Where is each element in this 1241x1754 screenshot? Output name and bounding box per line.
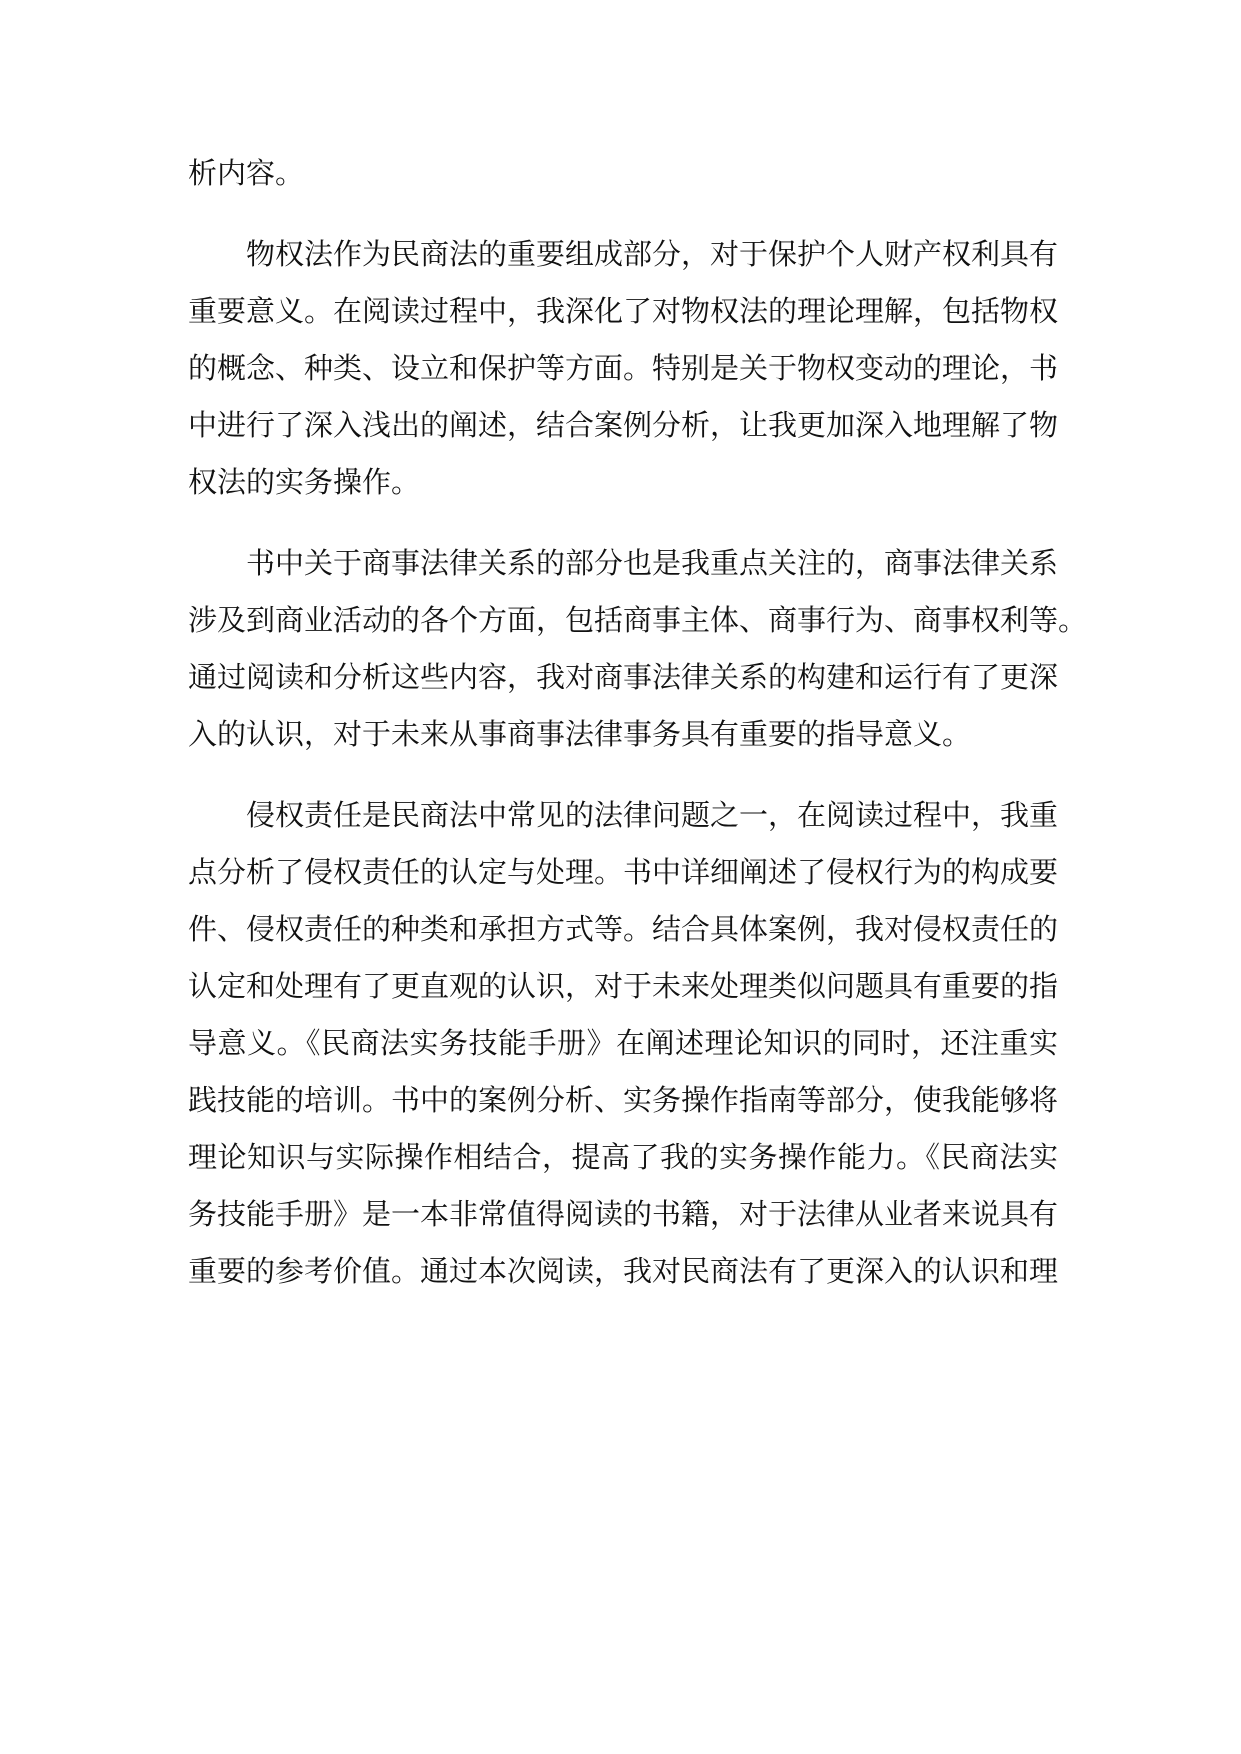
text-line: 入的认识，对于未来从事商事法律事务具有重要的指导意义。: [188, 717, 972, 751]
text-line: 件、侵权责任的种类和承担方式等。结合具体案例，我对侵权责任的: [188, 912, 1059, 946]
text-line: 侵权责任是民商法中常见的法律问题之一，在阅读过程中，我重: [246, 798, 1059, 832]
text-line: 导意义。《民商法实务技能手册》在阐述理论知识的同时，还注重实: [188, 1026, 1058, 1060]
text-line: 重要意义。在阅读过程中，我深化了对物权法的理论理解，包括物权: [188, 294, 1059, 328]
text-line: 务技能手册》是一本非常值得阅读的书籍，对于法律从业者来说具有: [188, 1197, 1059, 1231]
text-line: 的概念、种类、设立和保护等方面。特别是关于物权变动的理论，书: [188, 351, 1059, 385]
text-line: 权法的实务操作。: [188, 465, 421, 499]
text-line: 析内容。: [188, 156, 305, 190]
text-line: 认定和处理有了更直观的认识，对于未来处理类似问题具有重要的指: [188, 969, 1059, 1003]
text-line: 践技能的培训。书中的案例分析、实务操作指南等部分，使我能够将: [188, 1083, 1059, 1117]
text-line: 书中关于商事法律关系的部分也是我重点关注的，商事法律关系: [246, 546, 1059, 580]
text-line: 中进行了深入浅出的阐述，结合案例分析，让我更加深入地理解了物: [188, 408, 1059, 442]
text-line: 通过阅读和分析这些内容，我对商事法律关系的构建和运行有了更深: [188, 660, 1059, 694]
text-line: 理论知识与实际操作相结合，提高了我的实务操作能力。《民商法实: [188, 1140, 1058, 1174]
document-body: [188, 145, 1088, 1300]
text-line: 涉及到商业活动的各个方面，包括商事主体、商事行为、商事权利等。: [188, 603, 1088, 637]
text-line: 重要的参考价值。通过本次阅读，我对民商法有了更深入的认识和理: [188, 1254, 1059, 1288]
text-line: 物权法作为民商法的重要组成部分，对于保护个人财产权利具有: [246, 237, 1059, 271]
text-line: 点分析了侵权责任的认定与处理。书中详细阐述了侵权行为的构成要: [188, 855, 1059, 889]
